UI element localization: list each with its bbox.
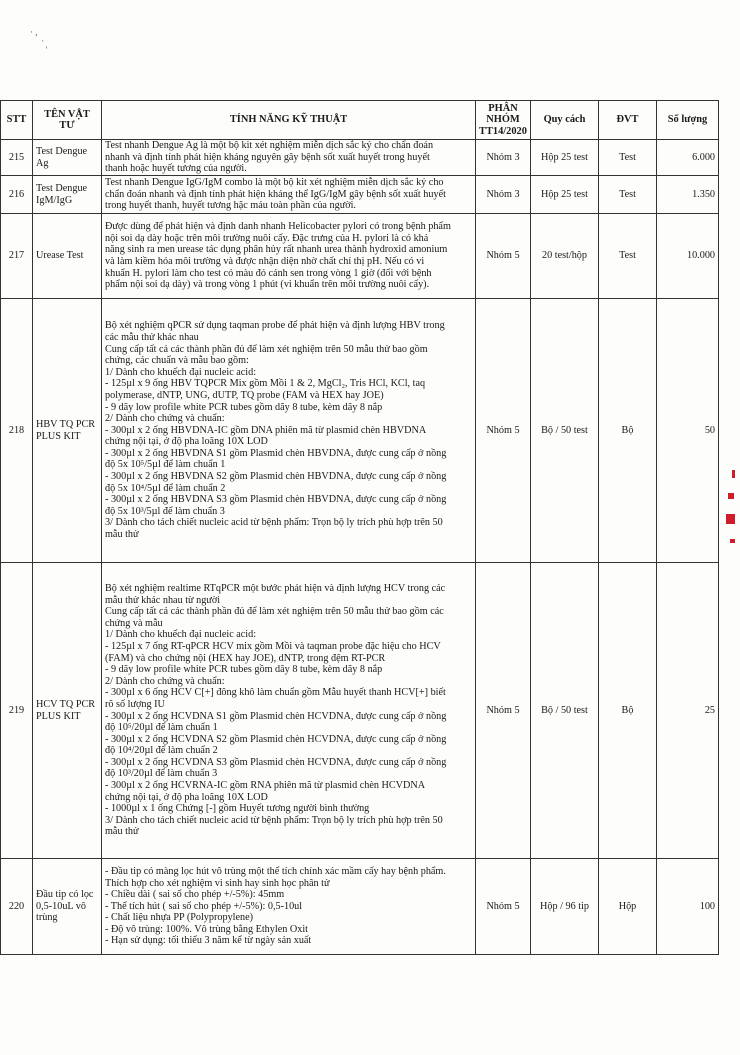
row-stt: 216 <box>1 176 33 214</box>
header-name: TÊN VẬT TƯ <box>33 101 102 140</box>
description-line: chứng nội tại, ở độ pha loãng 10X LOD <box>105 436 268 448</box>
description-line: - 125µl x 9 ống HBV TQPCR Mix gồm Mồi 1 & 2, MgCl₂, Tris HCl, KCl, taq <box>105 378 426 390</box>
description-line: 2/ Dành cho chứng và chuẩn: <box>105 675 225 687</box>
description-line: Cung cấp tất cả các thành phần đủ để làm xét nghiệm trên 50 mẫu thử bao gồm các <box>105 606 444 618</box>
row-stt: 215 <box>1 140 33 176</box>
row-pack: Hộp 25 test <box>531 140 599 176</box>
description-line: mẫu thử <box>105 826 139 838</box>
row-unit: Test <box>599 176 657 214</box>
description-line: - 300µl x 2 ống HCVRNA-IC gồm RNA phiên mã từ plasmid chèn HCVDNA <box>105 780 426 792</box>
header-unit: ĐVT <box>599 101 657 140</box>
header-spec: TÍNH NĂNG KỸ THUẬT <box>102 101 476 140</box>
description-line: Bộ xét nghiệm qPCR sử dụng taqman probe để phát hiện và định lượng HBV trong <box>105 320 445 332</box>
description-line: 1/ Dành cho khuếch đại nucleic acid: <box>105 629 257 641</box>
row-unit: Test <box>599 214 657 299</box>
row-quantity: 6.000 <box>657 140 719 176</box>
description-line: các mẫu thử khác nhau <box>105 331 199 343</box>
red-stamp-marks <box>724 470 738 558</box>
description-line: - 300µl x 6 ống HCV C[+] đông khô làm chuẩn gồm Mẫu huyết thanh HCV[+] biết <box>105 687 446 699</box>
header-stt: STT <box>1 101 33 140</box>
row-pack: 20 test/hộp <box>531 214 599 299</box>
scan-specks: · , · ' <box>30 27 48 55</box>
description-line: Bộ xét nghiệm realtime RTqPCR một bước phát hiện và định lượng HCV trong các <box>105 582 446 594</box>
description-line: - 300µl x 2 ống HBVDNA S2 gồm Plasmid chèn HBVDNA, được cung cấp ở nồng <box>105 471 447 483</box>
row-unit: Bộ <box>599 299 657 563</box>
description-line: - Độ vô trùng: 100%. Vô trùng bằng Ethylen Oxit <box>105 923 308 935</box>
description-line: thanh hoặc huyết tương của người. <box>105 163 247 175</box>
row-stt: 217 <box>1 214 33 299</box>
description-line: - Chất liệu nhựa PP (Polypropylene) <box>105 912 254 924</box>
row-stt: 218 <box>1 299 33 563</box>
row-item-name: Test Dengue Ag <box>33 140 102 176</box>
table-row <box>1 563 719 859</box>
row-group: Nhóm 5 <box>476 563 531 859</box>
row-description <box>102 859 476 955</box>
description-line: 3/ Dành cho tách chiết nucleic acid từ bệnh phẩm: Trọn bộ ly trích phù hợp trên 50 <box>105 517 443 529</box>
row-description <box>102 214 476 299</box>
header-qty: Số lượng <box>657 101 719 140</box>
description-line: năng sinh ra men urease tác dụng phân hủy rất nhanh urea thành hydroxid amonium <box>105 244 448 256</box>
stamp-mark <box>728 493 734 499</box>
row-stt: 219 <box>1 563 33 859</box>
stamp-mark <box>730 539 735 543</box>
row-pack: Hộp 25 test <box>531 176 599 214</box>
description-line: - Đầu tip có màng lọc hút vô trùng một thể tích chính xác mầm cấy hay bệnh phẩm. <box>105 865 446 877</box>
description-line: - 300µl x 2 ống HBVDNA-IC gồm DNA phiên mã từ plasmid chèn HBVDNA <box>105 424 427 436</box>
row-group: Nhóm 3 <box>476 176 531 214</box>
description-line: chứng nội tại, ở độ pha loãng 10X LOD <box>105 791 268 803</box>
row-group: Nhóm 5 <box>476 214 531 299</box>
description-line: 1/ Dành cho khuếch đại nucleic acid: <box>105 366 257 378</box>
table-row <box>1 859 719 955</box>
row-quantity: 100 <box>657 859 719 955</box>
row-quantity: 10.000 <box>657 214 719 299</box>
row-quantity: 50 <box>657 299 719 563</box>
description-line: polymerase, dNTP, UNG, dUTP, TQ probe (FAM và HEX hay JOE) <box>105 389 384 401</box>
description-line: chứng, các chuẩn và mẫu bao gồm: <box>105 355 249 367</box>
description-line: độ 10³/20µl để làm chuẩn 3 <box>105 768 218 780</box>
description-line: nội soi dạ dày hoặc trên môi trường nuôi cấy. Đặc trưng của H. pylori là có khả <box>105 232 429 244</box>
row-group: Nhóm 5 <box>476 859 531 955</box>
description-line: phẩm nội soi dạ dày) và trong vòng 1 phút (vi khuẩn trên môi trường nuôi cấy). <box>105 279 430 291</box>
description-line: mẫu thử khác nhau từ người <box>105 594 221 606</box>
header-pack: Quy cách <box>531 101 599 140</box>
row-pack: Bộ / 50 test <box>531 299 599 563</box>
description-line: - 9 dãy low profile white PCR tubes gồm dãy 8 tube, kèm dãy 8 nắp <box>105 664 383 676</box>
row-quantity: 1.350 <box>657 176 719 214</box>
description-line: - Hạn sử dụng: tối thiểu 3 năm kể từ ngày sản xuất <box>105 935 312 947</box>
description-line: độ 5x 10⁴/5µl để làm chuẩn 2 <box>105 482 226 494</box>
stamp-mark <box>732 470 735 478</box>
row-description <box>102 299 476 563</box>
table-row <box>1 176 719 214</box>
stamp-mark <box>726 514 735 524</box>
row-stt: 220 <box>1 859 33 955</box>
description-line: - Thể tích hút ( sai số cho phép +/-5%): 0,5-10ul <box>105 900 303 912</box>
table-row <box>1 214 719 299</box>
row-group: Nhóm 5 <box>476 299 531 563</box>
row-item-name: Đầu tip có lọc 0,5-10uL vô trùng <box>33 859 102 955</box>
technical-spec-table <box>0 100 719 955</box>
description-line: - 300µl x 2 ống HCVDNA S1 gồm Plasmid chèn HCVDNA, được cung cấp ở nồng <box>105 710 447 722</box>
description-line: - 1000µl x 1 ống Chứng [-] gồm Huyết tương người bình thường <box>105 803 370 815</box>
row-quantity: 25 <box>657 563 719 859</box>
description-line: trong huyết thanh, huyết tương hặc máu toàn phần của người. <box>105 200 356 212</box>
row-pack: Bộ / 50 test <box>531 563 599 859</box>
row-description <box>102 563 476 859</box>
description-line: Test nhanh Dengue IgG/IgM combo là một bộ kit xét nghiệm miễn dịch sắc ký cho <box>105 177 444 189</box>
table-header-row <box>1 101 719 140</box>
description-line: mẫu thử <box>105 529 139 541</box>
description-line: chứng và mẫu <box>105 617 163 629</box>
description-line: độ 10⁴/20µl để làm chuẩn 2 <box>105 745 218 757</box>
description-line: - 300µl x 2 ống HBVDNA S1 gồm Plasmid chèn HBVDNA, được cung cấp ở nồng <box>105 447 447 459</box>
row-group: Nhóm 3 <box>476 140 531 176</box>
description-line: - 300µl x 2 ống HBVDNA S3 gồm Plasmid chèn HBVDNA, được cung cấp ở nồng <box>105 494 447 506</box>
description-line: Được dùng để phát hiện và định danh nhanh Helicobacter pylori có trong bệnh phẩm <box>105 221 451 233</box>
description-line: - 125µl x 7 ống RT-qPCR HCV mix gồm Mồi và taqman probe đặc hiệu cho HCV <box>105 640 441 652</box>
row-description <box>102 140 476 176</box>
row-item-name: Test Dengue IgM/IgG <box>33 176 102 214</box>
description-line: rõ số lượng IU <box>105 698 165 710</box>
description-line: khuẩn H. pylori làm cho test có màu đỏ cánh sen trong vòng 1 giờ (đối với bệnh <box>105 267 432 279</box>
row-unit: Test <box>599 140 657 176</box>
description-line: độ 5x 10³/5µl để làm chuẩn 3 <box>105 505 225 517</box>
row-item-name: HBV TQ PCR PLUS KIT <box>33 299 102 563</box>
header-group: PHÂN NHÓM TT14/2020 <box>476 101 531 140</box>
row-unit: Hộp <box>599 859 657 955</box>
description-line: chẩn đoán nhanh và định tính phát hiện kháng thể IgG/IgM gây bệnh sốt xuất huyết <box>105 188 446 200</box>
description-line: Thích hợp cho xét nghiệm vi sinh hay sinh học phân tử <box>105 877 330 889</box>
description-line: nhanh và định tính phát hiện kháng nguyên gây bệnh sốt xuất huyết trong huyết <box>105 151 430 163</box>
description-line: - 9 dãy low profile white PCR tubes gồm dãy 8 tube, kèm dãy 8 nắp <box>105 401 383 413</box>
description-line: (FAM) và cho chứng nội (HEX hay JOE), dNTP, trong đệm RT-PCR <box>105 652 386 664</box>
row-pack: Hộp / 96 tip <box>531 859 599 955</box>
row-description <box>102 176 476 214</box>
description-line: - Chiều dài ( sai số cho phép +/-5%): 45mm <box>105 889 285 901</box>
description-line: Cung cấp tất cả các thành phần đủ để làm xét nghiệm trên 50 mẫu thử bao gồm <box>105 343 428 355</box>
description-line: 3/ Dành cho tách chiết nucleic acid từ bệnh phẩm: Trọn bộ ly trích phù hợp trên 50 <box>105 814 443 826</box>
row-item-name: HCV TQ PCR PLUS KIT <box>33 563 102 859</box>
description-line: - 300µl x 2 ống HCVDNA S2 gồm Plasmid chèn HCVDNA, được cung cấp ở nồng <box>105 733 447 745</box>
description-line: - 300µl x 2 ống HCVDNA S3 gồm Plasmid chèn HCVDNA, được cung cấp ở nồng <box>105 756 447 768</box>
description-line: 2/ Dành cho chứng và chuẩn: <box>105 413 225 425</box>
description-line: Test nhanh Dengue Ag là một bộ kit xét nghiệm miễn dịch sắc ký cho chẩn đoán <box>105 140 434 152</box>
row-item-name: Urease Test <box>33 214 102 299</box>
description-line: độ 10⁵/20µl để làm chuẩn 1 <box>105 722 218 734</box>
description-line: và làm kiềm hóa môi trường và được nhận diện nhờ chất chỉ thị pH. Nếu có vi <box>105 256 425 267</box>
table-row <box>1 140 719 176</box>
table-row <box>1 299 719 563</box>
row-unit: Bộ <box>599 563 657 859</box>
description-line: độ 5x 10⁵/5µl để làm chuẩn 1 <box>105 459 226 471</box>
